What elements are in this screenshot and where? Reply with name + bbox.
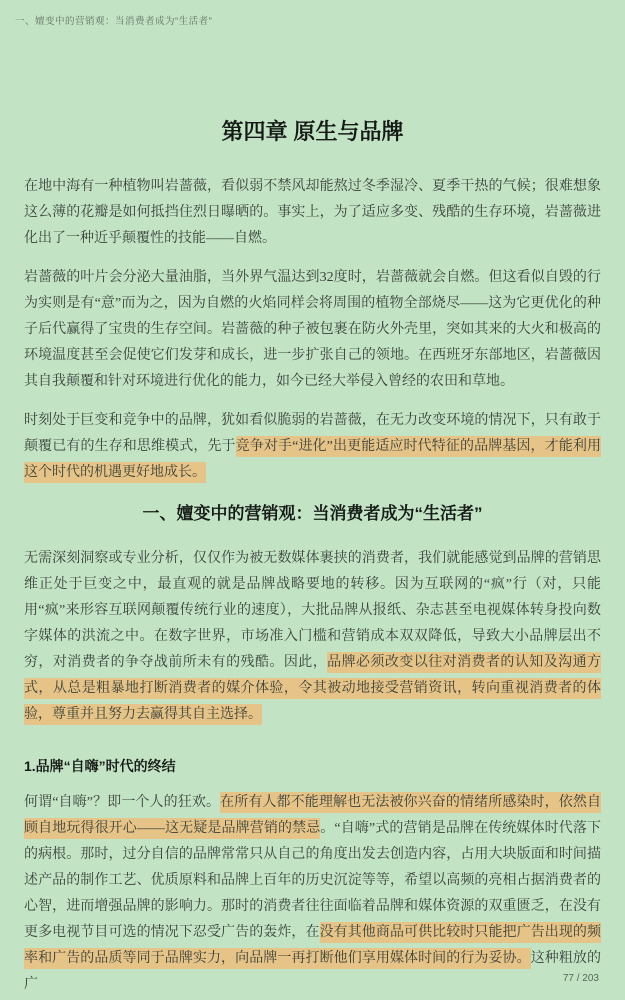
section-title: 一、嬗变中的营销观：当消费者成为“生活者” xyxy=(142,504,483,523)
subsection-title: 1.品牌“自嗨”时代的终结 xyxy=(24,758,176,774)
body-text: 。“自嗨”式的营销是品牌在传统媒体时代落下的病根。那时，过分自信的品牌常常只从自己的角度出发去创造内容，占用大块版面和时间描述产品的制作工艺、优质原料和品牌上百年的历史沉淀等等，希望以高频的亮相占据消费者的心智，进而增强品牌的影响力。那时的消费者往往面临着品牌和媒体资源的双重匮乏，在没有更多电视节目可选的情况下忍受广告的轰炸，在 xyxy=(24,821,601,940)
body-text: 何谓“自嗨”？即一个人的狂欢。 xyxy=(24,795,221,810)
page-indicator: 77 / 203 xyxy=(562,973,599,984)
highlighted-text: 品牌必须改变以往对消费者的认知及沟通方式，从总是粗暴地打断消费者的媒介体验，令其被动地接受营销资讯，转向重视消费者的体验，尊重并且努力去赢得其自主选择。 xyxy=(24,652,601,725)
paragraph xyxy=(24,265,601,395)
paragraph xyxy=(24,408,601,486)
body-text: 时刻处于巨变和竞争中的品牌，犹如看似脆弱的岩蔷薇，在无力改变环境的情况下，只有敢于颠覆已有的生存和思维模式，先于 xyxy=(24,413,601,454)
paragraph xyxy=(24,790,601,998)
paragraph xyxy=(24,546,601,728)
body-text: 在地中海有一种植物叫岩蔷薇，看似弱不禁风却能熬过冬季湿冷、夏季干热的气候；很难想象这么薄的花瓣是如何抵挡住烈日曝晒的。事实上，为了适应多变、残酷的生存环境，岩蔷薇进化出了一种近乎颠覆性的技能——自燃。 xyxy=(24,179,601,246)
chapter-title: 第四章 原生与品牌 xyxy=(221,119,404,144)
body-text: 这种粗放的广 xyxy=(24,951,602,992)
running-header: 一、嬗变中的营销观：当消费者成为“生活者” xyxy=(15,16,213,27)
highlighted-text: 竞争对手“进化”出更能适应时代特征的品牌基因，才能利用这个时代的机遇更好地成长。 xyxy=(24,436,601,483)
body-text: 岩蔷薇的叶片会分泌大量油脂，当外界气温达到32度时，岩蔷薇就会自燃。但这看似自毁的行为实则是有“意”而为之，因为自燃的火焰同样会将周围的植物全部烧尽——这为它更优化的种子后代赢得了宝贵的生存空间。岩蔷薇的种子被包裹在防火外壳里，突如其来的大火和极高的环境温度甚至会促使它们发芽和成长，进一步扩张自己的领地。在西班牙东部地区，岩蔷薇因其自我颠覆和针对环境进行优化的能力，如今已经大举侵入曾经的农田和草地。 xyxy=(24,270,601,389)
body-text: 无需深刻洞察或专业分析，仅仅作为被无数媒体裹挟的消费者，我们就能感觉到品牌的营销思维正处于巨变之中，最直观的就是品牌战略要地的转移。因为互联网的“疯”行（对，只能用“疯”来形容互联网颠覆传统行业的速度），大批品牌从报纸、杂志甚至电视媒体转身投向数字媒体的洪流之中。在数字世界，市场准入门槛和营销成本双双降低，导致大小品牌层出不穷，对消费者的争夺战前所未有的残酷。因此， xyxy=(24,551,601,670)
paragraph xyxy=(24,174,601,252)
highlighted-text: 没有其他商品可供比较时只能把广告出现的频率和广告的品质等同于品牌实力，向品牌一再打断他们享用媒体时间的行为妥协。 xyxy=(24,922,601,969)
highlighted-text: 在所有人都不能理解也无法被你兴奋的情绪所感染时，依然自顾自地玩得很开心——这无疑是品牌营销的禁忌 xyxy=(24,792,601,839)
